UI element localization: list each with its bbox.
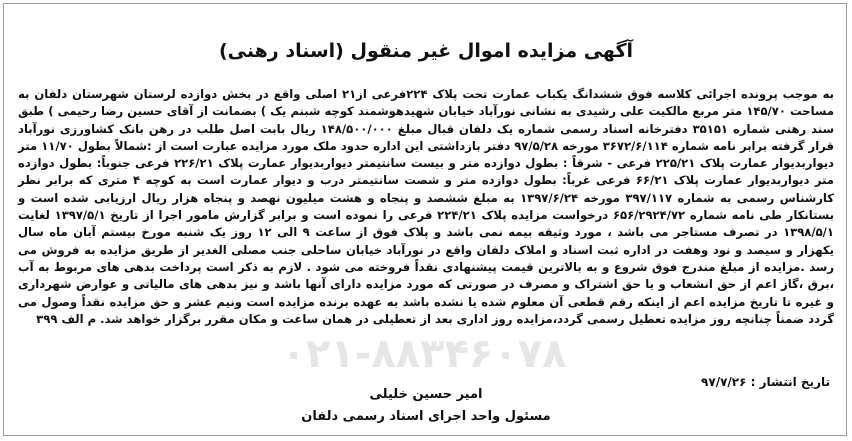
phone-watermark: ۰۲۱-۸۸۳۴۶۰۷۸	[281, 331, 567, 377]
notice-title: آگهی مزایده اموال غیر منقول (اسناد رهنی)	[218, 40, 634, 62]
signer-name: امیر حسین خلیلی	[369, 387, 483, 402]
signer-title: مسئول واحد اجرای اسناد رسمی دلفان	[301, 409, 551, 424]
publish-date: تاریخ انتشار : ۹۷/۷/۲۶	[701, 375, 830, 389]
notice-frame	[3, 3, 847, 436]
notice-body: به موجب پرونده اجرائی کلاسه فوق ششدانگ یکباب عمارت تحت پلاک ۲۲۴فرعی از۲۱ اصلی واقع در بخش دوازده لرستان شهرستان دلفان به مساحت ۱۴۵/۷۰ متر مربع مالکیت علی رشیدی به نشانی نورآباد خیابان شهیدهوشمند کوچه شبنم یک ) بضمانت از آقای حسین رضا رحیمی ) طبق سند رهنی شماره ۳۵۱۵۱ دفترخانه اسناد رسمی شماره یک دلفان قبال مبلغ ۱۴۸/۵۰۰/۰۰۰ ریال بابت اصل طلب در رهن بانک کشاورزی نورآباد قرار گرفته برابر نامه شماره ۳۶۷۲/۶/۱۱۴ مورخه ۹۷/۵/۲۸ دفتر بازداشتی این اداره حدود ملک مورد مزایده عبارت است از :شمالاً بطول ۱۱/۷۰ متر دیواربدیوار عمارت پلاک ۲۲۵/۲۱ فرعی - شرقاً : بطول دوازده متر و بیست سانتیمتر دیواربدیوار عمارت پلاک ۲۲۶/۲۱ فرعی جنوباً: بطول دوازده متر دیواربدیوار عمارت پلاک ۶۶/۲۱ فرعی غرباً: بطول دوازده متر و شصت سانتیمتر درب و دیوار عمارت است به کوچه ۴ متری که برابر نظر کارشناس رسمی به شماره ۳۹۷/۱۱۷ مورخه ۱۳۹۷/۶/۲۴ به مبلغ ششصد و پنجاه و هشت میلیون نهصد و پنجاه هزار ریال ارزیابی شده است و بستانکار طی نامه شماره ۶۵۶/۲۹۲۴/۷۲ درخواست مزایده پلاک ۲۲۴/۲۱ فرعی را نموده است و برابر گزارش مامور اجرا از تاریخ ۱۳۹۷/۵/۱ لغایت ۱۳۹۸/۵/۱ در تصرف مستاجر می باشد ، مورد وثیقه بیمه نمی باشد و پلاک فوق از ساعت ۹ الی ۱۲ روز یک شنبه مورخ بیستم آبان ماه سال یکهزار و سیصد و نود وهفت در اداره ثبت اسناد و املاک دلفان واقع در نورآباد خیابان ساحلی جنب مصلی الغدیر از طریق مزایده به فروش می رسد .مزایده از مبلغ مندرج فوق شروع و به بالاترین قیمت پیشنهادی نقداً فروخته می شود . لازم به ذکر است پرداخت بدهی های مربوط به آب ،برق ،گاز اعم از حق انشعاب و یا حق اشتراک و مصرف در صورتی که مورد مزایده دارای آنها باشد و نیز بدهی های مالیاتی و عوارض شهرداری و غیره تا تاریخ مزایده اعم از اینکه رقم قطعی آن معلوم شده یا نشده باشد به عهده برنده مزایده است ونیم عشر و حق مزایده نقداً وصول می گردد ضمناً چنانچه روز مزایده تعطیل رسمی گردد،مزایده روز اداری بعد از تعطیلی در همان ساعت و مکان مقرر برگزار خواهد شد. م الف ۳۹۹	[18, 87, 835, 326]
